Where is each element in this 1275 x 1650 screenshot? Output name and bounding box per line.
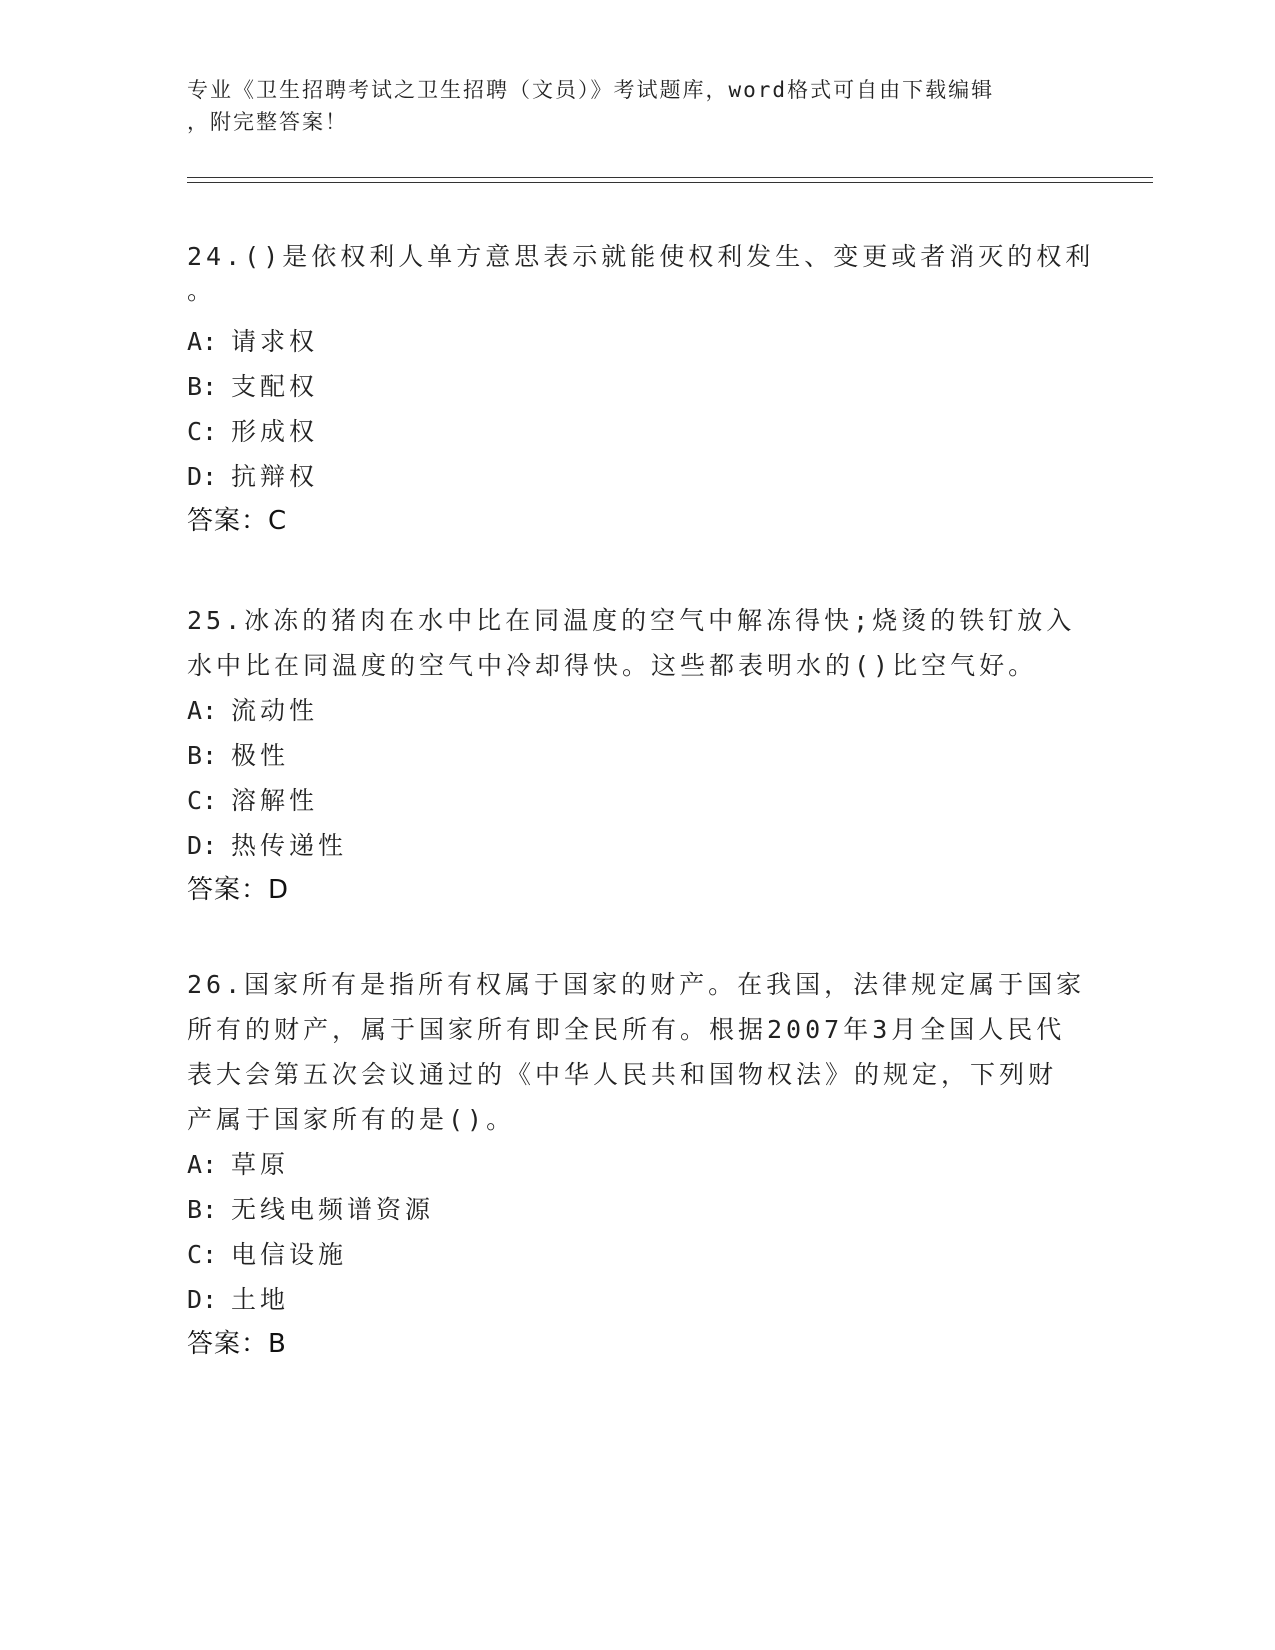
option-text: 形成权 <box>231 417 319 446</box>
answer-label: 答案：B <box>187 1329 287 1359</box>
option-text: 极性 <box>231 741 290 770</box>
option-a <box>187 688 1087 733</box>
option-letter: C: <box>187 1240 218 1269</box>
option-letter: B: <box>187 741 218 770</box>
option-c <box>187 1232 1087 1277</box>
option-text: 无线电频谱资源 <box>231 1195 435 1224</box>
option-d <box>187 823 1087 868</box>
option-text: 草原 <box>231 1150 290 1179</box>
option-a <box>187 319 1087 364</box>
option-letter: D: <box>187 1285 218 1314</box>
option-d <box>187 454 1087 499</box>
option-text: 热传递性 <box>231 831 348 860</box>
option-text: 抗辩权 <box>231 462 319 491</box>
question-24 <box>187 234 1095 544</box>
option-letter: A: <box>187 696 218 725</box>
option-text: 请求权 <box>231 327 319 356</box>
question-text-line: 水中比在同温度的空气中冷却得快。这些都表明水的()比空气好。 <box>187 651 1038 680</box>
option-b <box>187 1187 1087 1232</box>
header-divider-top <box>187 177 1153 178</box>
option-letter: D: <box>187 462 218 491</box>
option-c <box>187 409 1087 454</box>
option-letter: C: <box>187 786 218 815</box>
option-text: 流动性 <box>231 696 319 725</box>
option-letter: C: <box>187 417 218 446</box>
option-b <box>187 364 1087 409</box>
question-text-line: 24.()是依权利人单方意思表示就能使权利发生、变更或者消灭的权利 <box>187 242 1095 271</box>
header-line-1: 专业《卫生招聘考试之卫生招聘（文员）》考试题库，word格式可自由下载编辑 <box>187 78 995 102</box>
question-text-line: 26.国家所有是指所有权属于国家的财产。在我国，法律规定属于国家 <box>187 970 1086 999</box>
question-text-line: 所有的财产，属于国家所有即全民所有。根据2007年3月全国人民代 <box>187 1015 1066 1044</box>
header-line-2: ，附完整答案！ <box>187 110 348 134</box>
option-a <box>187 1142 1087 1187</box>
header-divider-bottom <box>187 182 1153 183</box>
option-letter: A: <box>187 327 218 356</box>
option-d <box>187 1277 1087 1322</box>
question-text-line: 产属于国家所有的是()。 <box>187 1105 516 1134</box>
question-26 <box>187 962 1087 1367</box>
option-letter: D: <box>187 831 218 860</box>
option-b <box>187 733 1087 778</box>
document-header <box>187 74 1067 138</box>
answer-label: 答案：D <box>187 875 290 905</box>
answer-label: 答案：C <box>187 506 288 536</box>
question-text-line: 表大会第五次会议通过的《中华人民共和国物权法》的规定，下列财 <box>187 1060 1058 1089</box>
option-text: 溶解性 <box>231 786 319 815</box>
option-letter: B: <box>187 372 218 401</box>
option-text: 支配权 <box>231 372 319 401</box>
question-25 <box>187 598 1087 913</box>
question-text-line: 。 <box>187 276 217 305</box>
option-text: 电信设施 <box>231 1240 348 1269</box>
option-letter: B: <box>187 1195 218 1224</box>
option-letter: A: <box>187 1150 218 1179</box>
option-text: 土地 <box>231 1285 290 1314</box>
question-text-line: 25.冰冻的猪肉在水中比在同温度的空气中解冻得快;烧烫的铁钉放入 <box>187 606 1076 635</box>
option-c <box>187 778 1087 823</box>
